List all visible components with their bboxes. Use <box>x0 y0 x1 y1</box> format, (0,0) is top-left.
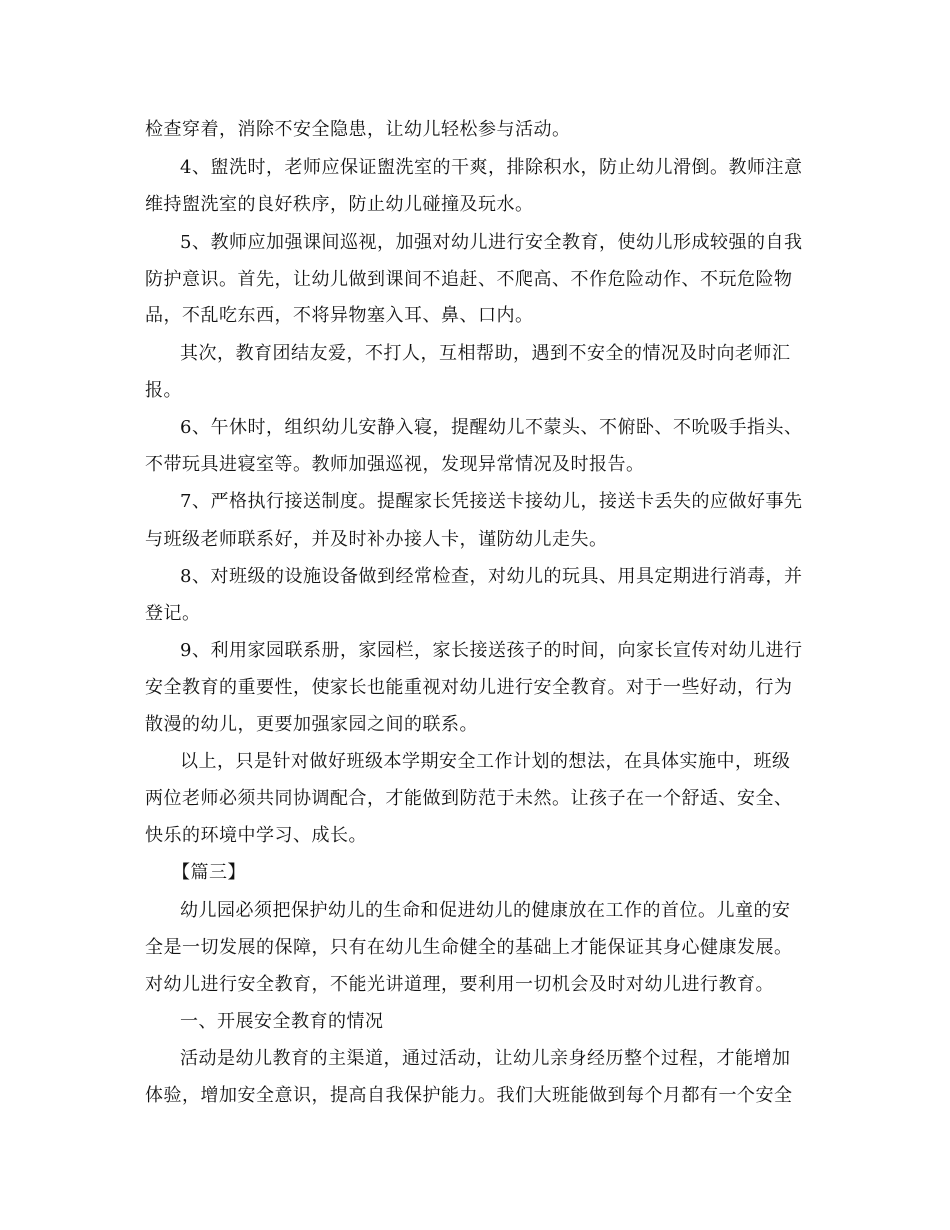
text-line: 其次，教育团结友爱，不打人，互相帮助，遇到不安全的情况及时向老师汇 <box>180 343 791 364</box>
text-line: 报。 <box>145 380 182 401</box>
text-line: 快乐的环境中学习、成长。 <box>145 825 367 846</box>
text-line: 登记。 <box>145 603 201 624</box>
text-line: 对幼儿进行安全教育，不能光讲道理，要利用一切机会及时对幼儿进行教育。 <box>145 974 774 995</box>
text-line: 5、教师应加强课间巡视，加强对幼儿进行安全教育，使幼儿形成较强的自我 <box>180 232 803 253</box>
text-line: 8、对班级的设施设备做到经常检查，对幼儿的玩具、用具定期进行消毒，并 <box>180 566 803 587</box>
text-line: 6、午休时，组织幼儿安静入寝，提醒幼儿不蒙头、不俯卧、不吮吸手指头、 <box>180 417 803 438</box>
text-line: 以上，只是针对做好班级本学期安全工作计划的想法，在具体实施中，班级 <box>180 751 791 772</box>
text-line: 7、严格执行接送制度。提醒家长凭接送卡接幼儿，接送卡丢失的应做好事先 <box>180 491 803 512</box>
text-line: 不带玩具进寝室等。教师加强巡视，发现异常情况及时报告。 <box>145 454 645 475</box>
section-heading: 【篇三】 <box>172 862 246 883</box>
text-line: 维持盥洗室的良好秩序，防止幼儿碰撞及玩水。 <box>145 194 534 215</box>
text-line: 幼儿园必须把保护幼儿的生命和促进幼儿的健康放在工作的首位。儿童的安 <box>180 900 791 921</box>
text-line: 9、利用家园联系册，家园栏，家长接送孩子的时间，向家长宣传对幼儿进行 <box>180 640 803 661</box>
text-line: 品，不乱吃东西，不将异物塞入耳、鼻、口内。 <box>145 305 534 326</box>
text-line: 检查穿着，消除不安全隐患，让幼儿轻松参与活动。 <box>145 119 571 140</box>
text-line: 散漫的幼儿，更要加强家园之间的联系。 <box>145 714 478 735</box>
text-line: 两位老师必须共同协调配合，才能做到防范于未然。让孩子在一个舒适、安全、 <box>145 788 793 809</box>
text-line: 与班级老师联系好，并及时补办接人卡，谨防幼儿走失。 <box>145 529 608 550</box>
text-line: 活动是幼儿教育的主渠道，通过活动，让幼儿亲身经历整个过程，才能增加 <box>180 1048 791 1069</box>
text-line: 安全教育的重要性，使家长也能重视对幼儿进行安全教育。对于一些好动，行为 <box>145 677 793 698</box>
text-line: 4、盥洗时，老师应保证盥洗室的干爽，排除积水，防止幼儿滑倒。教师注意 <box>180 157 803 178</box>
text-line: 体验，增加安全意识，提高自我保护能力。我们大班能做到每个月都有一个安全 <box>145 1085 793 1106</box>
subheading: 一、开展安全教育的情况 <box>180 1011 384 1032</box>
text-line: 防护意识。首先，让幼儿做到课间不追赶、不爬高、不作危险动作、不玩危险物 <box>145 269 793 290</box>
text-line: 全是一切发展的保障，只有在幼儿生命健全的基础上才能保证其身心健康发展。 <box>145 937 793 958</box>
